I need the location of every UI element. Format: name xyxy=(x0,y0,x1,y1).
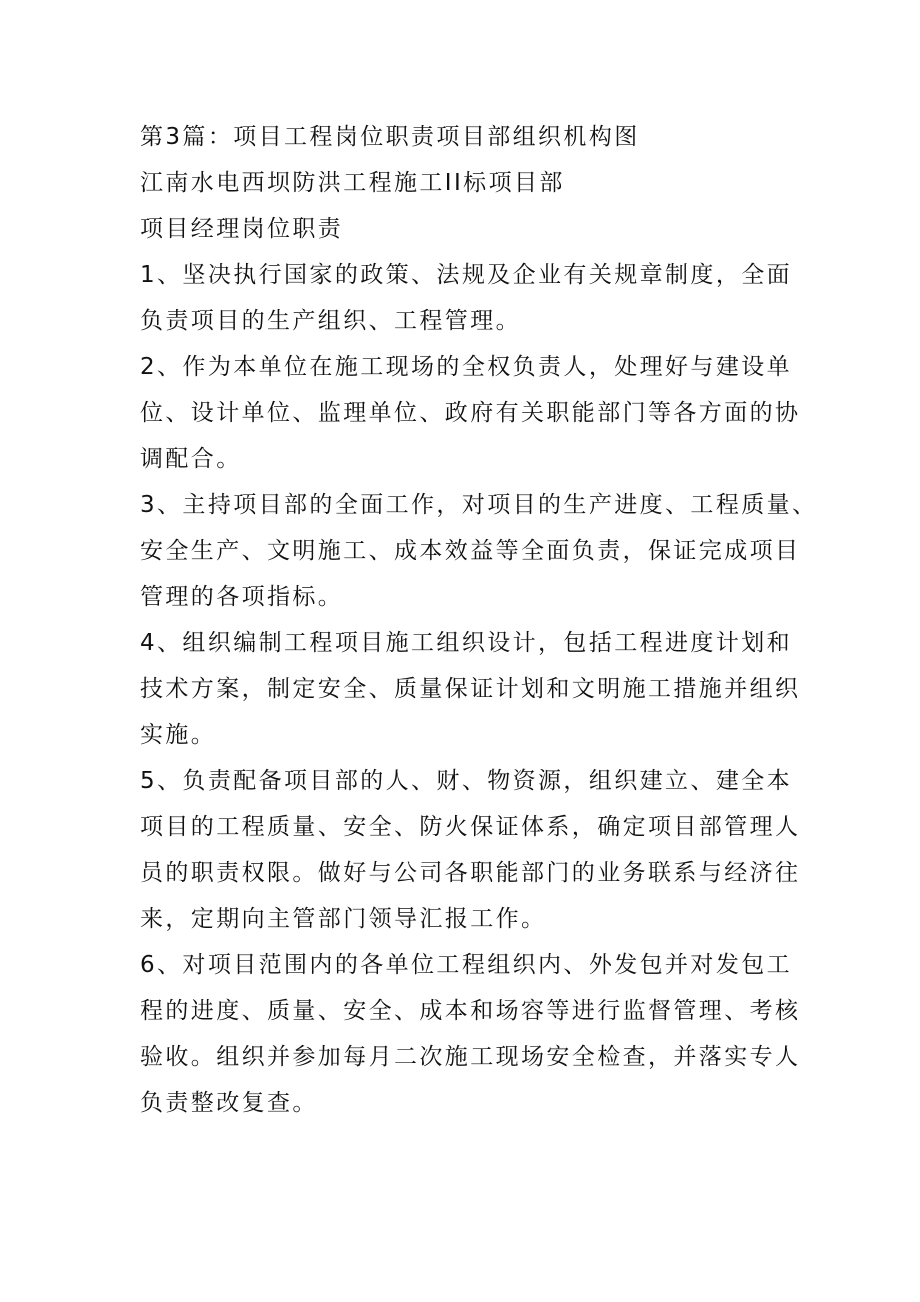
duty-item-1 xyxy=(140,252,820,344)
duty-item-3 xyxy=(140,482,820,620)
document-heading: 第3篇：项目工程岗位职责项目部组织机构图 xyxy=(140,124,640,150)
paragraph-line: 程的进度、质量、安全、成本和场容等进行监督管理、考核 xyxy=(140,998,801,1024)
paragraph-line: 负责整改复查。 xyxy=(140,1090,318,1116)
project-name: 江南水电西坝防洪工程施工II标项目部 xyxy=(140,170,565,196)
paragraph-line: 安全生产、文明施工、成本效益等全面负责，保证完成项目 xyxy=(140,538,801,564)
document-page xyxy=(140,114,820,1126)
paragraph-line: 负责项目的生产组织、工程管理。 xyxy=(140,308,521,334)
paragraph-line: 员的职责权限。做好与公司各职能部门的业务联系与经济往 xyxy=(140,860,801,886)
duty-item-4 xyxy=(140,620,820,758)
paragraph-line: 2、作为本单位在施工现场的全权负责人，处理好与建设单 xyxy=(140,354,793,380)
section-title: 项目经理岗位职责 xyxy=(140,216,344,242)
paragraph-line: 调配合。 xyxy=(140,446,242,472)
paragraph-line: 6、对项目范围内的各单位工程组织内、外发包并对发包工 xyxy=(140,952,793,978)
paragraph-line: 3、主持项目部的全面工作，对项目的生产进度、工程质量、 xyxy=(140,492,818,518)
duty-item-5 xyxy=(140,758,820,942)
paragraph-line: 技术方案，制定安全、质量保证计划和文明施工措施并组织 xyxy=(140,676,801,702)
paragraph-line: 实施。 xyxy=(140,722,217,748)
paragraph-line: 位、设计单位、监理单位、政府有关职能部门等各方面的协 xyxy=(140,400,801,426)
paragraph-line: 1、坚决执行国家的政策、法规及企业有关规章制度，全面 xyxy=(140,262,793,288)
duty-item-2 xyxy=(140,344,820,482)
duty-item-6 xyxy=(140,942,820,1126)
paragraph-line: 来，定期向主管部门领导汇报工作。 xyxy=(140,906,547,932)
paragraph-line: 管理的各项指标。 xyxy=(140,584,344,610)
paragraph-line: 验收。组织并参加每月二次施工现场安全检查，并落实专人 xyxy=(140,1044,801,1070)
paragraph-line: 项目的工程质量、安全、防火保证体系，确定项目部管理人 xyxy=(140,814,801,840)
paragraph-line: 5、负责配备项目部的人、财、物资源，组织建立、建全本 xyxy=(140,768,793,794)
paragraph-line: 4、组织编制工程项目施工组织设计，包括工程进度计划和 xyxy=(140,630,793,656)
